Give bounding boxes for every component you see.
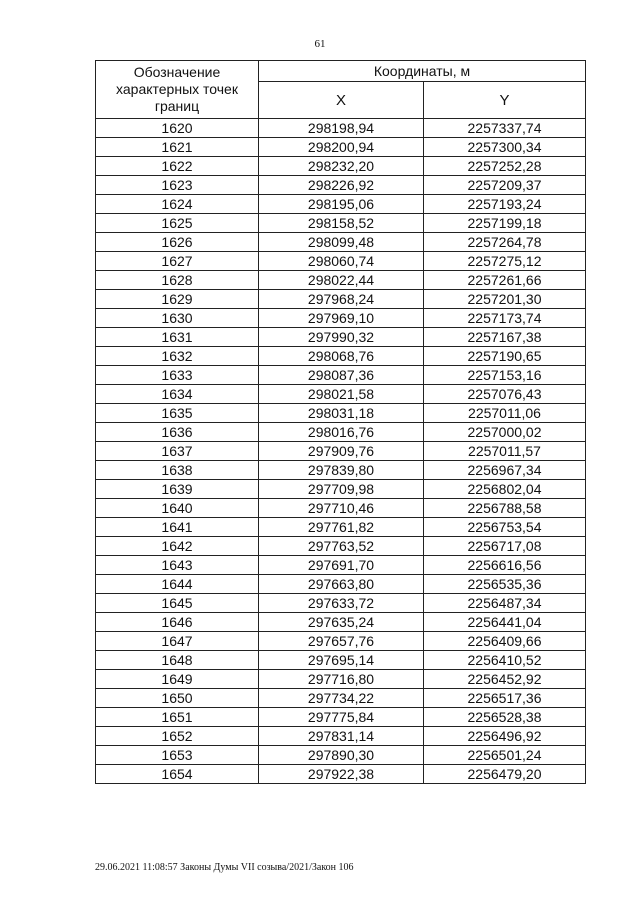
page-number: 61 [314,38,326,50]
point-id-cell: 1626 [96,233,259,252]
point-id-cell: 1645 [96,594,259,613]
point-id-cell: 1649 [96,670,259,689]
table-row [96,195,586,214]
y-coordinate-cell: 2256517,36 [424,689,586,708]
x-coordinate-cell: 297969,10 [259,309,424,328]
header-coordinates: Координаты, м [259,61,586,82]
y-coordinate-cell: 2257337,74 [424,119,586,138]
point-id-cell: 1653 [96,746,259,765]
table-row [96,651,586,670]
y-coordinate-cell: 2257011,57 [424,442,586,461]
y-coordinate-cell: 2257275,12 [424,252,586,271]
table-row [96,689,586,708]
y-coordinate-cell: 2257000,02 [424,423,586,442]
table-row [96,309,586,328]
footer-stamp: 29.06.2021 11:08:57 Законы Думы VII созыва/2021/Закон 106 [95,862,354,873]
x-coordinate-cell: 297990,32 [259,328,424,347]
point-id-cell: 1621 [96,138,259,157]
x-coordinate-cell: 297633,72 [259,594,424,613]
point-id-cell: 1641 [96,518,259,537]
point-id-cell: 1637 [96,442,259,461]
table-row [96,461,586,480]
y-coordinate-cell: 2257011,06 [424,404,586,423]
table-row [96,746,586,765]
y-coordinate-cell: 2257190,65 [424,347,586,366]
y-coordinate-cell: 2257193,24 [424,195,586,214]
y-coordinate-cell: 2256535,36 [424,575,586,594]
point-id-cell: 1654 [96,765,259,784]
point-id-cell: 1651 [96,708,259,727]
table-row [96,385,586,404]
y-coordinate-cell: 2256441,04 [424,613,586,632]
x-coordinate-cell: 298068,76 [259,347,424,366]
x-coordinate-cell: 297663,80 [259,575,424,594]
point-id-cell: 1624 [96,195,259,214]
y-coordinate-cell: 2256788,58 [424,499,586,518]
y-coordinate-cell: 2256753,54 [424,518,586,537]
table-body [96,119,586,784]
table-row [96,613,586,632]
x-coordinate-cell: 298226,92 [259,176,424,195]
y-coordinate-cell: 2257199,18 [424,214,586,233]
x-coordinate-cell: 298022,44 [259,271,424,290]
point-id-cell: 1640 [96,499,259,518]
table-row [96,119,586,138]
table-row [96,575,586,594]
table-row [96,347,586,366]
point-id-cell: 1635 [96,404,259,423]
x-coordinate-cell: 297775,84 [259,708,424,727]
y-coordinate-cell: 2256717,08 [424,537,586,556]
table-row [96,157,586,176]
table-row [96,556,586,575]
x-coordinate-cell: 297968,24 [259,290,424,309]
x-coordinate-cell: 297635,24 [259,613,424,632]
x-coordinate-cell: 298087,36 [259,366,424,385]
point-id-cell: 1625 [96,214,259,233]
x-coordinate-cell: 298200,94 [259,138,424,157]
header-x: X [259,82,424,119]
x-coordinate-cell: 297691,70 [259,556,424,575]
point-id-cell: 1648 [96,651,259,670]
table-row [96,670,586,689]
x-coordinate-cell: 297839,80 [259,461,424,480]
y-coordinate-cell: 2257173,74 [424,309,586,328]
point-id-cell: 1623 [96,176,259,195]
y-coordinate-cell: 2257252,28 [424,157,586,176]
y-coordinate-cell: 2257167,38 [424,328,586,347]
y-coordinate-cell: 2256616,56 [424,556,586,575]
point-id-cell: 1627 [96,252,259,271]
x-coordinate-cell: 298060,74 [259,252,424,271]
point-id-cell: 1633 [96,366,259,385]
y-coordinate-cell: 2257076,43 [424,385,586,404]
y-coordinate-cell: 2257300,34 [424,138,586,157]
point-id-cell: 1644 [96,575,259,594]
table-row [96,138,586,157]
y-coordinate-cell: 2256967,34 [424,461,586,480]
y-coordinate-cell: 2256487,34 [424,594,586,613]
y-coordinate-cell: 2256802,04 [424,480,586,499]
table-row [96,271,586,290]
x-coordinate-cell: 298198,94 [259,119,424,138]
table-header [96,61,586,119]
y-coordinate-cell: 2257201,30 [424,290,586,309]
table-row [96,708,586,727]
coordinates-table [95,60,586,784]
table-row [96,328,586,347]
y-coordinate-cell: 2256528,38 [424,708,586,727]
point-id-cell: 1639 [96,480,259,499]
point-id-cell: 1630 [96,309,259,328]
x-coordinate-cell: 297890,30 [259,746,424,765]
y-coordinate-cell: 2256496,92 [424,727,586,746]
table-row [96,727,586,746]
table-row [96,765,586,784]
y-coordinate-cell: 2257261,66 [424,271,586,290]
table-row [96,176,586,195]
table-row [96,404,586,423]
point-id-cell: 1631 [96,328,259,347]
point-id-cell: 1634 [96,385,259,404]
header-designation: Обозначение характерных точек границ [96,61,259,119]
point-id-cell: 1646 [96,613,259,632]
y-coordinate-cell: 2256501,24 [424,746,586,765]
table-row [96,518,586,537]
x-coordinate-cell: 297761,82 [259,518,424,537]
x-coordinate-cell: 297657,76 [259,632,424,651]
table-row [96,632,586,651]
y-coordinate-cell: 2256410,52 [424,651,586,670]
point-id-cell: 1620 [96,119,259,138]
point-id-cell: 1622 [96,157,259,176]
x-coordinate-cell: 297716,80 [259,670,424,689]
x-coordinate-cell: 297922,38 [259,765,424,784]
table-row [96,214,586,233]
table-row [96,537,586,556]
x-coordinate-cell: 298158,52 [259,214,424,233]
y-coordinate-cell: 2256409,66 [424,632,586,651]
table-row [96,233,586,252]
x-coordinate-cell: 297734,22 [259,689,424,708]
x-coordinate-cell: 298031,18 [259,404,424,423]
x-coordinate-cell: 298232,20 [259,157,424,176]
x-coordinate-cell: 298016,76 [259,423,424,442]
point-id-cell: 1636 [96,423,259,442]
table-row [96,290,586,309]
x-coordinate-cell: 297695,14 [259,651,424,670]
point-id-cell: 1629 [96,290,259,309]
point-id-cell: 1632 [96,347,259,366]
x-coordinate-cell: 298099,48 [259,233,424,252]
point-id-cell: 1642 [96,537,259,556]
table-row [96,594,586,613]
point-id-cell: 1652 [96,727,259,746]
x-coordinate-cell: 298021,58 [259,385,424,404]
point-id-cell: 1647 [96,632,259,651]
table-row [96,366,586,385]
table-row [96,442,586,461]
point-id-cell: 1650 [96,689,259,708]
header-y: Y [424,82,586,119]
x-coordinate-cell: 297709,98 [259,480,424,499]
x-coordinate-cell: 297763,52 [259,537,424,556]
y-coordinate-cell: 2256479,20 [424,765,586,784]
y-coordinate-cell: 2256452,92 [424,670,586,689]
y-coordinate-cell: 2257153,16 [424,366,586,385]
point-id-cell: 1638 [96,461,259,480]
table-row [96,423,586,442]
x-coordinate-cell: 297831,14 [259,727,424,746]
table-row [96,499,586,518]
table-row [96,480,586,499]
x-coordinate-cell: 297710,46 [259,499,424,518]
table-row [96,252,586,271]
x-coordinate-cell: 297909,76 [259,442,424,461]
y-coordinate-cell: 2257209,37 [424,176,586,195]
point-id-cell: 1643 [96,556,259,575]
x-coordinate-cell: 298195,06 [259,195,424,214]
y-coordinate-cell: 2257264,78 [424,233,586,252]
point-id-cell: 1628 [96,271,259,290]
